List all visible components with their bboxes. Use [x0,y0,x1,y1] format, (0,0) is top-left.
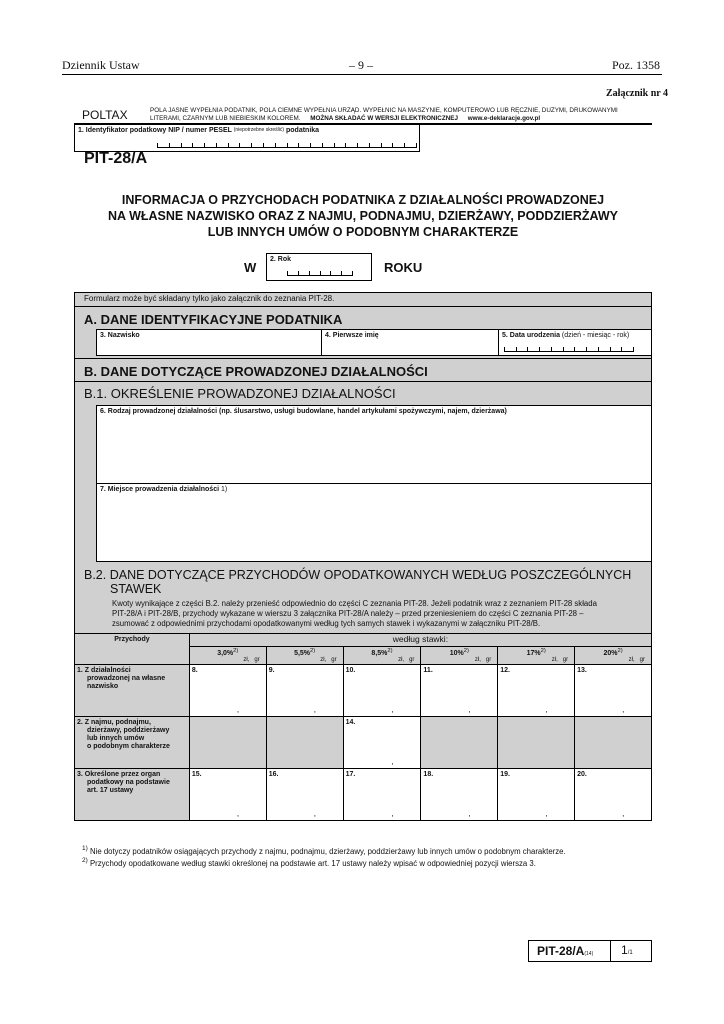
instructions-line2: LITERAMI, CZARNYM LUB NIEBIESKIM KOLOREM. MOŻNA SKŁADAĆ W WERSJI ELEKTRONICZNEJ www.e-deklaracje.gov.pl [150,115,541,122]
amount-field[interactable]: 13. , [575,665,652,717]
amount-field[interactable]: 14. , [343,717,421,769]
surname-field[interactable]: 3. Nazwisko [96,329,322,356]
rate-header-cell: 20%$^{2)}$ zł, gr [575,647,652,665]
year-roku-label: ROKU [384,260,423,275]
footnote-1: $^{1)}$ Nie dotyczy podatników osiągających przychody z najmu, podnajmu, dzierżawy, poddzierżawy lub innych umów o podobnym charakterze. [82,845,566,856]
amount-field[interactable]: 12. , [498,665,575,717]
birth-date-field[interactable]: 5. Data urodzenia (dzień - miesiąc - rok) [498,329,652,356]
row-label: 1. Z działalności prowadzonej na własne nazwisko [75,665,190,717]
poltax-logo: POLTAX [82,108,128,122]
amount-field[interactable]: 8. , [189,665,266,717]
section-a-title: A. DANE IDENTYFIKACYJNE PODATNIKA [84,312,343,327]
przychody-header: Przychody [75,634,190,665]
footer-page: 1/1 [621,943,633,957]
activity-type-field[interactable]: 6. Rodzaj prowadzonej działalności (np. ślusarstwo, usługi budowlane, handel artykułami spożywczymi, najem, dzierżawa) [96,405,652,484]
footer-version: (14) [584,951,594,957]
form-code: PIT-28/A [84,150,148,167]
amount-field[interactable]: 16. , [266,769,343,821]
activity-place-field[interactable]: 7. Miejsce prowadzenia działalności 1) [96,483,652,562]
row-label: 3. Określone przez organ podatkowy na podstawie art. 17 ustawy [75,769,190,821]
amount-field[interactable]: 18. , [421,769,498,821]
section-b2-note: Kwoty wynikające z części B.2. należy przenieść odpowiednio do części C zeznania PIT-28. Jeżeli podatnik wraz z zeznaniem PIT-28 składa PIT-28/A i PIT-28/B, przychody wykazane w wierszu 3 załącznika PIT-28/A należy – przed przeniesieniem do części C zeznania PIT-28 – zsumować z odpowiednimi przychodami opodatkowanymi według tych samych stawek i wykazanymi w załączniku PIT-28/B. [112,599,597,628]
year-w-label: W [244,260,257,275]
form-title: INFORMACJA O PRZYCHODACH PODATNIKA Z DZIAŁALNOŚCI PROWADZONEJ NA WŁASNE NAZWISKO ORAZ Z NAJMU, PODNAJMU, DZIERŻAWY, PODDZIERŻAWY LUB INNYCH UMÓW O PODOBNYM CHARAKTERZE [108,193,618,239]
rate-header-cell: 10%$^{2)}$ zł, gr [421,647,498,665]
section-b1-title: B.1. OKREŚLENIE PROWADZONEJ DZIAŁALNOŚCI [84,386,396,401]
amount-field[interactable]: 17. , [343,769,421,821]
amount-field[interactable]: 9. , [266,665,343,717]
empty-cell [266,717,343,769]
section-b-title: B. DANE DOTYCZĄCE PROWADZONEJ DZIAŁALNOŚCI [84,364,428,379]
rate-header-cell: 17%$^{2)}$ zł, gr [498,647,575,665]
row-label: 2. Z najmu, podnajmu, dzierżawy, poddzierżawy lub innych umów o podobnym charakterze [75,717,190,769]
instructions-line1: POLA JASNE WYPEŁNIA PODATNIK, POLA CIEMNE WYPEŁNIA URZĄD. WYPEŁNIĆ NA MASZYNIE, KOMPUTEROWO LUB RĘCZNIE, DUŻYMI, DRUKOWANYMI [150,107,618,114]
position-number: Poz. 1358 [612,58,660,72]
footer-form-box [528,940,652,962]
rate-header-cell: 3,0%$^{2)}$ zł, gr [189,647,266,665]
empty-cell [421,717,498,769]
amount-field[interactable]: 15. , [189,769,266,821]
empty-cell [498,717,575,769]
empty-cell [575,717,652,769]
journal-name: Dziennik Ustaw [62,58,140,72]
form-note: Formularz może być składany tylko jako załącznik do zeznania PIT-28. [84,294,335,303]
year-field[interactable]: 2. Rok [266,253,372,281]
rate-header-cell: 5,5%$^{2)}$ zł, gr [266,647,343,665]
attachment-label: Załącznik nr 4 [606,88,669,99]
amount-field[interactable]: 19. , [498,769,575,821]
footnote-2: $^{2)}$ Przychody opodatkowane według stawki określonej na podstawie art. 17 ustawy należy wpisać w odpowiedniej pozycji wiersza 3. [82,857,536,868]
amount-field[interactable]: 10. , [343,665,421,717]
rates-header: według stawki: [189,634,651,647]
amount-field[interactable]: 11. , [421,665,498,717]
footer-form-code: PIT-28/A [537,944,585,958]
header-rule [62,74,662,75]
page-number: – 9 – [349,58,373,72]
empty-cell [189,717,266,769]
amount-field[interactable]: 20. , [575,769,652,821]
nip-pesel-field[interactable]: 1. Identyfikator podatkowy NIP / numer PESEL $^{(niepotrzebne skreślić)}$ podatnika [74,124,420,152]
income-rates-table [74,633,652,821]
first-name-field[interactable]: 4. Pierwsze imię [321,329,499,356]
rate-header-cell: 8,5%$^{2)}$ zł, gr [343,647,421,665]
section-b2-title: B.2. DANE DOTYCZĄCE PRZYCHODÓW OPODATKOWANYCH WEDŁUG POSZCZEGÓLNYCH STAWEK [84,568,632,596]
